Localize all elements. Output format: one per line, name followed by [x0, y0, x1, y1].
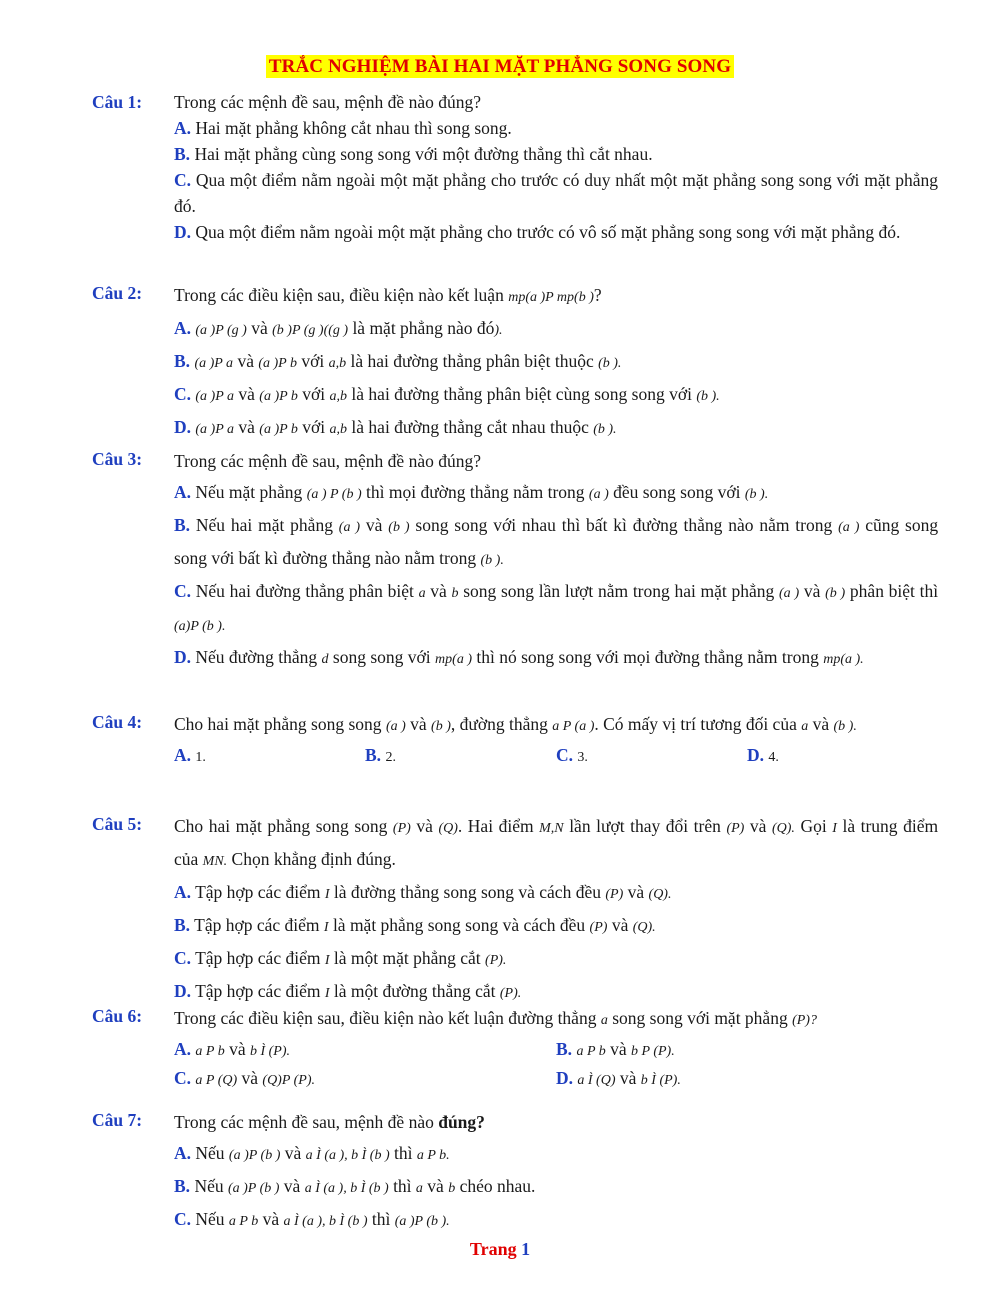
option-c[interactable]: C. 3. — [556, 745, 588, 765]
options-grid — [174, 1036, 938, 1094]
option-c[interactable]: C. Nếu a P b và a Ì (a ), b Ì (b ) thì (a )P (b ). — [174, 1209, 450, 1229]
option-a[interactable]: A. Nếu mặt phẳng (a ) P (b ) thì mọi đường thẳng nằm trong (a ) đều song song với (b ). — [174, 482, 769, 502]
option-c[interactable]: C. Qua một điểm nằm ngoài một mặt phẳng cho trước có duy nhất một mặt phẳng song song với mặt phẳng đó. — [174, 170, 939, 216]
option-d[interactable]: D. a Ì (Q) và b Ì (P). — [556, 1068, 681, 1088]
option-d[interactable]: D. (a )P a và (a )P b với a,b là hai đường thẳng cắt nhau thuộc (b ). — [174, 417, 617, 437]
question-stem: Trong các điều kiện sau, điều kiện nào kết luận đường thẳng a song song với mặt phẳng (P)? — [174, 1008, 817, 1028]
option-b[interactable]: B. Hai mặt phẳng cùng song song với một đường thẳng thì cắt nhau. — [174, 144, 653, 164]
option-b[interactable]: B. (a )P a và (a )P b với a,b là hai đường thẳng phân biệt thuộc (b ). — [174, 351, 622, 371]
question-stem: Cho hai mặt phẳng song song (P) và (Q). Hai điểm M,N lần lượt thay đổi trên (P) và (Q). Gọi I là trung điểm của MN. Chọn khẳng định đúng. — [174, 816, 939, 869]
option-a[interactable]: A. a P b và b Ì (P). — [174, 1039, 291, 1059]
page-number: 1 — [521, 1239, 531, 1259]
option-b[interactable]: B. Nếu hai mặt phẳng (a ) và (b ) song song với nhau thì bất kì đường thẳng nào nằm trong (a ) cũng song song với bất kì đường thẳng nào nằm trong (b ). — [174, 515, 939, 568]
option-a[interactable]: A. (a )P (g ) và (b )P (g )((g ) là mặt phẳng nào đó). — [174, 318, 503, 338]
question-1 — [92, 89, 938, 245]
page-word: Trang — [469, 1239, 517, 1259]
option-a[interactable]: A. Tập hợp các điểm I là đường thẳng song song và cách đều (P) và (Q). — [174, 882, 672, 902]
option-b[interactable]: B. Tập hợp các điểm I là mặt phẳng song song và cách đều (P) và (Q). — [174, 915, 656, 935]
option-b[interactable]: B. Nếu (a )P (b ) và a Ì (a ), b Ì (b ) thì a và b chéo nhau. — [174, 1176, 536, 1196]
question-3 — [92, 446, 938, 675]
option-c[interactable]: C. Nếu hai đường thẳng phân biệt a và b song song lần lượt nằm trong hai mặt phẳng (a ) và (b ) phân biệt thì (a)P (b ). — [174, 581, 939, 634]
question-stem: Trong các mệnh đề sau, mệnh đề nào đúng? — [174, 451, 481, 471]
option-d[interactable]: D. 4. — [747, 745, 779, 765]
question-label: Câu 4: — [92, 712, 143, 732]
option-d[interactable]: D. Nếu đường thẳng d song song với mp(a ) thì nó song song với mọi đường thẳng nằm trong mp(a ). — [174, 647, 864, 667]
question-label: Câu 6: — [92, 1006, 143, 1026]
question-stem: Trong các mệnh đề sau, mệnh đề nào đúng? — [174, 92, 481, 112]
question-7 — [92, 1107, 938, 1237]
page-title — [0, 56, 1000, 78]
question-5 — [92, 811, 938, 1009]
option-b[interactable]: B. 2. — [365, 745, 396, 765]
question-stem: Trong các mệnh đề sau, mệnh đề nào đúng? — [174, 1112, 485, 1132]
question-label: Câu 5: — [92, 814, 143, 834]
question-label: Câu 7: — [92, 1110, 143, 1130]
question-6 — [92, 1003, 938, 1094]
options-row — [174, 742, 938, 771]
option-a[interactable]: A. Hai mặt phẳng không cắt nhau thì song song. — [174, 118, 512, 138]
option-a[interactable]: A. 1. — [174, 745, 206, 765]
option-d[interactable]: D. Tập hợp các điểm I là một đường thẳng cắt (P). — [174, 981, 522, 1001]
option-d[interactable]: D. Qua một điểm nằm ngoài một mặt phẳng cho trước có vô số mặt phẳng song song với mặt phẳng đó. — [174, 222, 901, 242]
option-b[interactable]: B. a P b và b P (P). — [556, 1039, 675, 1059]
page-title-text: TRẮC NGHIỆM BÀI HAI MẶT PHẲNG SONG SONG — [266, 55, 734, 78]
option-c[interactable]: C. a P (Q) và (Q)P (P). — [174, 1068, 316, 1088]
question-label: Câu 2: — [92, 283, 143, 303]
option-c[interactable]: C. Tập hợp các điểm I là một mặt phẳng cắt (P). — [174, 948, 507, 968]
question-label: Câu 1: — [92, 92, 143, 112]
option-c[interactable]: C. (a )P a và (a )P b với a,b là hai đường thẳng phân biệt cùng song song với (b ). — [174, 384, 720, 404]
question-stem: Cho hai mặt phẳng song song (a ) và (b ), đường thẳng a P (a ). Có mấy vị trí tương đối của a và (b ). — [174, 714, 857, 734]
question-label: Câu 3: — [92, 449, 143, 469]
page-footer — [0, 1239, 1000, 1260]
question-stem: Trong các điều kiện sau, điều kiện nào kết luận mp(a )P mp(b )? — [174, 285, 602, 305]
question-2 — [92, 280, 938, 445]
question-4 — [92, 709, 938, 771]
option-a[interactable]: A. Nếu (a )P (b ) và a Ì (a ), b Ì (b ) thì a P b. — [174, 1143, 450, 1163]
